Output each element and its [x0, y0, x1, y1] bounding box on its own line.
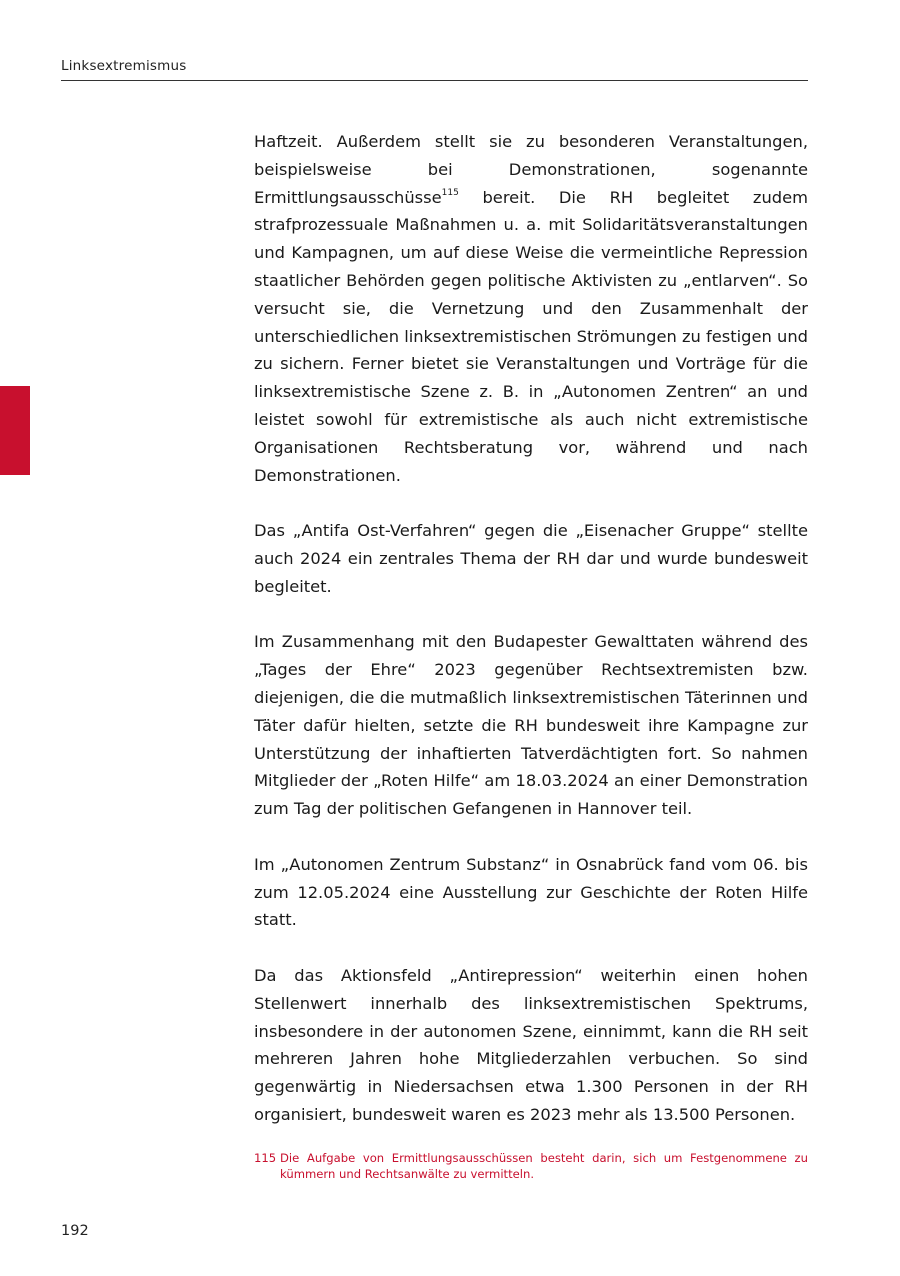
footnote-number: 115: [254, 1151, 277, 1165]
paragraph-1-part-b: bereit. Die RH begleitet zudem strafprozessuale Maßnahmen u. a. mit Solidaritätsveranstaltungen und Kampagnen, um auf diese Weise die vermeintliche Repression staatlicher Behörden gegen politische Aktivisten zu „entlarven“. So versucht sie, die Vernetzung und den Zusammenhalt der unterschiedlichen linksextremistischen Strömungen zu festigen und zu sichern. Ferner bietet sie Veranstaltungen und Vorträge für die linksextremistische Szene z. B. in „Autonomen Zentren“ an und leistet sowohl für extremistische als auch nicht extremistische Organisationen Rechtsberatung vor, während und nach Demonstrationen.: [254, 187, 808, 485]
paragraph-1: [254, 128, 808, 489]
body-text: [254, 128, 808, 1129]
footnote-reference: 115: [441, 188, 459, 199]
page-number: 192: [61, 1223, 89, 1239]
paragraph-4: Im „Autonomen Zentrum Substanz“ in Osnabrück fand vom 06. bis zum 12.05.2024 eine Ausstellung zur Geschichte der Roten Hilfe statt.: [254, 854, 808, 930]
header-rule: [61, 80, 808, 81]
paragraph-5: Da das Aktionsfeld „Antirepression“ weiterhin einen hohen Stellenwert innerhalb des linksextremistischen Spektrums, insbesondere in der autonomen Szene, einnimmt, kann die RH seit mehreren Jahren hohe Mitgliederzahlen verbuchen. So sind gegenwärtig in Niedersachsen etwa 1.300 Personen in der RH organisiert, bundesweit waren es 2023 mehr als 13.500 Personen.: [254, 965, 808, 1124]
paragraph-1-part-a: Haftzeit. Außerdem stellt sie zu besonderen Veranstaltungen, beispielsweise bei Demonstrationen, sogenannte Ermittlungsausschüsse: [254, 132, 808, 207]
paragraph-2: Das „Antifa Ost-Verfahren“ gegen die „Eisenacher Gruppe“ stellte auch 2024 ein zentrales Thema der RH dar und wurde bundesweit begleitet.: [254, 521, 808, 596]
paragraph-3: Im Zusammenhang mit den Budapester Gewalttaten während des „Tages der Ehre“ 2023 gegenüber Rechtsextremisten bzw. diejenigen, die die mutmaßlich linksextremistischen Täterinnen und Täter dafür hielten, setzte die RH bundesweit ihre Kampagne zur Unterstützung der inhaftierten Tatverdächtigten fort. So nahmen Mitglieder der „Roten Hilfe“ am 18.03.2024 an einer Demonstration zum Tag der politischen Gefangenen in Hannover teil.: [254, 632, 808, 819]
running-header: Linksextremismus: [61, 58, 187, 74]
footnote: [254, 1151, 808, 1182]
chapter-side-marker: [0, 386, 30, 475]
footnote-text: Die Aufgabe von Ermittlungsausschüssen besteht darin, sich um Festgenommene zu kümmern und Rechtsanwälte zu vermitteln.: [280, 1151, 808, 1181]
